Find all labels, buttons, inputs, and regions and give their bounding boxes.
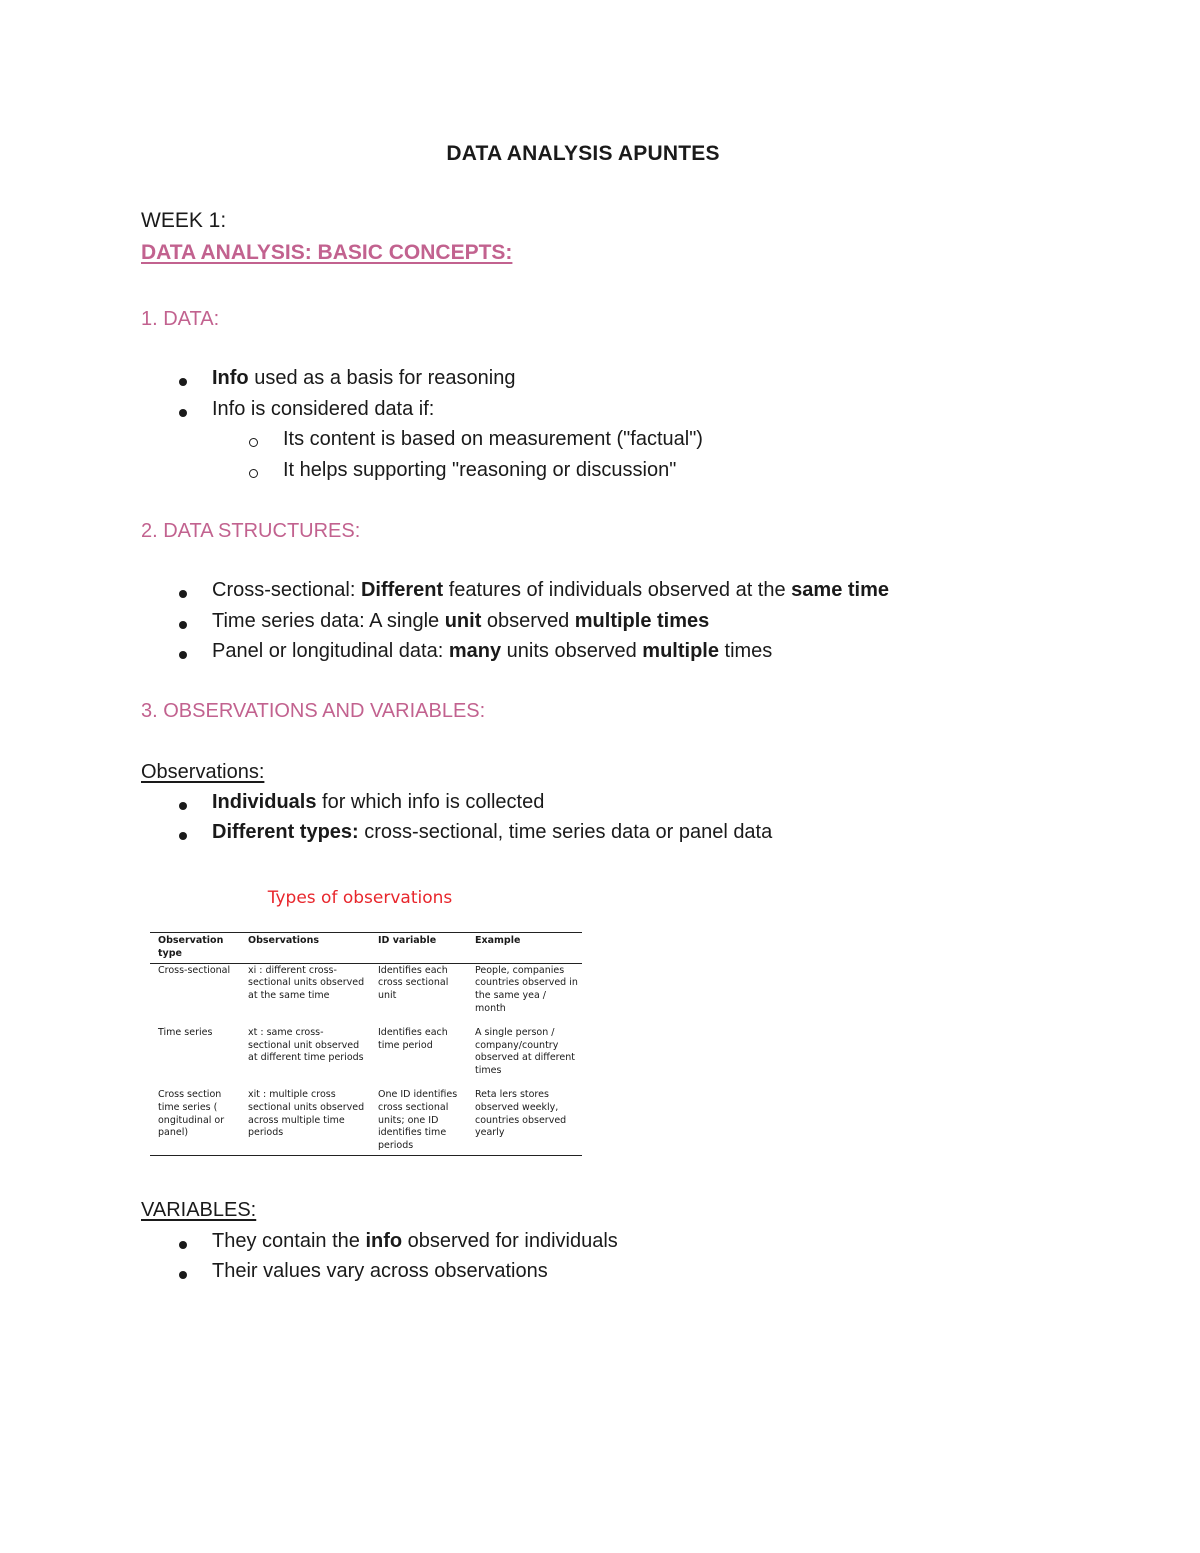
table-cell: Cross section time series ( ongitudinal or panel) [150,1088,240,1155]
variables-label: VARIABLES: [141,1199,257,1221]
column-header: Observations [240,933,370,964]
text: observed for individuals [402,1230,618,1252]
bullet-icon [179,378,187,386]
text: Time series data: A single [212,610,445,632]
bullet-icon [179,651,187,659]
observation-types-figure [140,880,600,1160]
hollow-bullet-icon [249,438,258,447]
bullet-icon [179,590,187,598]
list-item [212,367,515,390]
list-item [212,1230,618,1253]
table-cell: One ID identifies cross sectional units; one ID identifies time periods [370,1088,467,1155]
bullet-icon [179,1271,187,1279]
column-header: Example [467,933,582,964]
bold-text: Different types: [212,821,359,843]
table-cell: A single person / company/country observed at different times [475,1026,575,1077]
table-cell: xi : different cross-sectional units observed at the same time [248,964,365,1002]
bold-text: same time [791,579,890,601]
column-header: ID variable [370,933,467,964]
table-cell: Time series [158,1026,213,1038]
bold-text: unit [444,610,482,632]
text: times [718,640,773,662]
bullet-icon [179,409,187,417]
bold-text: Individuals [212,791,317,813]
bullet-icon [179,621,187,629]
observation-types-table [150,932,582,1156]
table-cell: Cross-sectional [158,964,231,976]
bold-text: Different [360,579,444,601]
sub-list-item [283,459,676,482]
list-item [212,640,772,663]
text: observed [481,610,575,632]
text: Their values vary across observations [212,1260,548,1282]
table-row [150,963,582,1026]
bullet-icon [179,1241,187,1249]
text: Info is considered data if: [212,398,435,420]
text: They contain the [212,1230,366,1252]
table-cell: People, companies countries observed in the same yea / month [475,964,578,1014]
document-title: DATA ANALYSIS APUNTES [446,142,720,165]
text: features of individuals observed at the [443,579,792,601]
observations-label: Observations: [141,761,265,783]
table-cell: Reta lers stores observed weekly, countries observed yearly [467,1088,582,1155]
main-section-title: DATA ANALYSIS: BASIC CONCEPTS: [141,241,513,264]
table-row [150,1026,582,1088]
week-label: WEEK 1: [141,209,227,232]
table-row [150,1088,582,1155]
sub-list-item [283,428,703,451]
section-heading-structures: 2. DATA STRUCTURES: [141,520,361,542]
text: Panel or longitudinal data: [212,640,449,662]
bullet-icon [179,832,187,840]
table-cell: Identifies each time period [378,1026,448,1051]
text: It helps supporting "reasoning or discussion" [283,459,677,481]
list-item [212,398,434,421]
text: for which info is collected [316,791,545,813]
bold-text: Info [212,367,249,389]
table-cell: xt : same cross-sectional unit observed at different time periods [248,1026,364,1064]
table-header-row [150,933,582,964]
bold-text: multiple [642,640,719,662]
list-item [212,610,709,633]
text: used as a basis for reasoning [248,367,516,389]
bold-text: info [365,1230,403,1252]
bold-text: multiple times [574,610,710,632]
section-heading-data: 1. DATA: [141,308,220,330]
bullet-icon [179,802,187,810]
table-cell: xit : multiple cross sectional units observed across multiple time periods [240,1088,370,1155]
figure-title: Types of observations [267,888,453,908]
list-item [212,821,772,844]
list-item [212,1260,548,1283]
text: cross-sectional, time series data or panel data [358,821,773,843]
bold-text: many [448,640,502,662]
list-item [212,791,544,814]
table-cell: Identifies each cross sectional unit [378,964,449,1002]
column-header: Observation type [150,933,240,964]
section-heading-observations-variables: 3. OBSERVATIONS AND VARIABLES: [141,700,486,722]
text: units observed [501,640,643,662]
list-item [212,579,889,602]
hollow-bullet-icon [249,469,258,478]
text: Cross-sectional: [212,579,361,601]
text: Its content is based on measurement ("factual") [283,428,703,450]
